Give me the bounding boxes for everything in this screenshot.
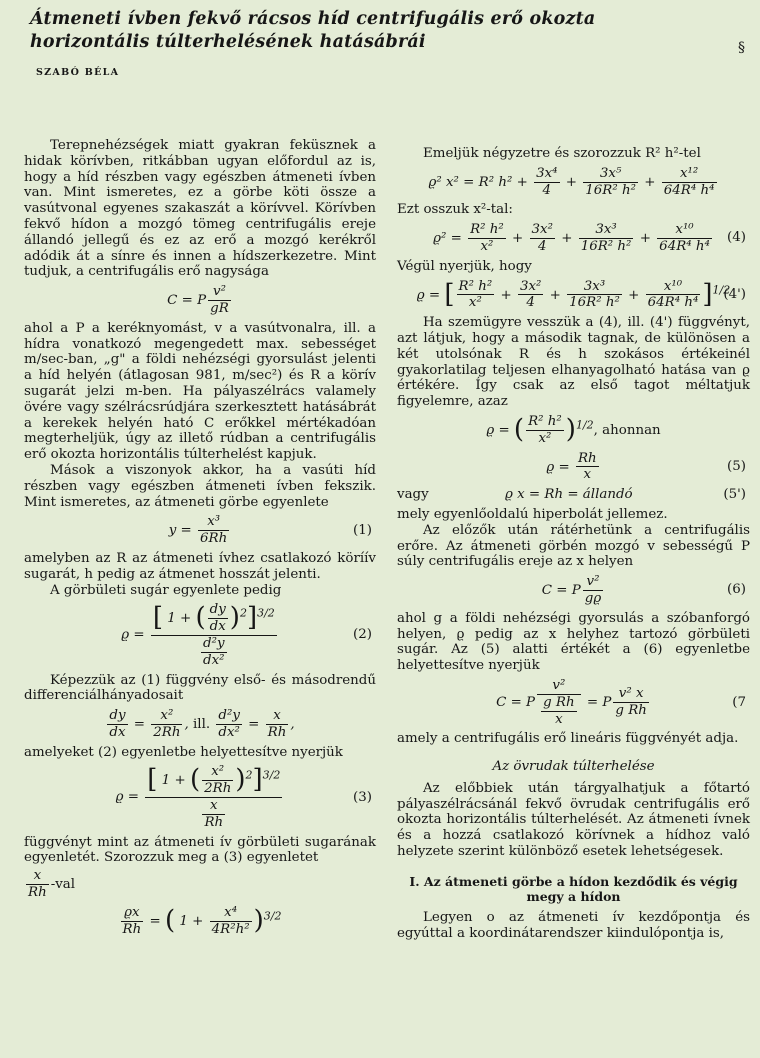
paragraph: Az előzők után rátérhetünk a centrifugális erőre. Az átmeneti görbén mozgó v sebességű P súly centrifugális ereje az x helyen [397,522,750,570]
paragraph: amely a centrifugális erő lineáris függvényét adja. [397,731,739,747]
ahonnan-label: , ahonnan [593,422,661,438]
equation-centrifugal: C = P $\frac{\text{v²}}{gR}$ [167,284,229,316]
val-label: -val [50,877,76,893]
equation-number: (7 [732,694,746,710]
section-heading: I. Az átmeneti görbe a hídon kezdődik és végig megy a hídon [409,873,738,904]
corner-mark: § [738,40,745,56]
equation-derivatives: $\frac{dy}{dx}$ = $\frac{\text{x²}}{2Rh}$ , ill. $\frac{\text{d²y}}{\text{dx²}}$ = $\frac{x}{Rh}$ , [109,708,295,740]
paragraph: ahol g a földi nehézségi gyorsulás a szóbanforgó helyen, ϱ pedig az x helyhez tartozó görbületi sugár. Az (5) alatti értékét a (6) egyenletbe helyettesítve nyerjük [397,610,750,674]
multiplier: $\frac{x}{Rh}$ -val [28,868,76,901]
paragraph: Mások a viszonyok akkor, ha a vasúti híd részben vagy egészben átmeneti ívben fekszik. Mint ismeretes, az átmeneti görbe egyenlete [24,462,376,510]
equation-4-prime: ϱ = [ $\frac{\text{R² h²}}{\text{x²}}$ + $\frac{\text{3x²}}{4}$ + $\frac{\text{3x³}}{\text{16R² h²}}$ + $\frac{\text{x¹⁰}}{\text{64R⁴ h⁴}}$ ]$^{1/2}$ (4') [416,278,746,311]
equation-4: ϱ² = $\frac{\text{R² h²}}{\text{x²}}$ + $\frac{\text{3x²}}{4}$ + $\frac{\text{3x³}}{\text{16R² h²}}$ + $\frac{\text{x¹⁰}}{\text{64R⁴ h⁴}}$ (4) [433,222,746,254]
ill-label: ill. [193,716,211,732]
section-title: Az övrudak túlterhelése [492,759,655,775]
equation-number: (3) [353,789,372,805]
equation-2: ϱ = [ 1 + ( $\frac{dy}{dx}$ )$^2$]$^{3/2}$ $\frac{\text{d²y}}{\text{dx²}}$ (2) [121,602,372,668]
paragraph: Ezt osszuk x²-tal: [397,202,513,218]
paragraph: ahol a P a keréknyomást, v a vasútvonalra, ill. a hídra vonatkozó megengedett max. sebességet m/sec-ban, „g" a földi nehézségi gyorsulást jelenti a híd helyén (átlagosan 981, m/sec²) és R a körív sugarát jelzi m-ben. Ha pályaszélrács valamely övére vagy szélrácsrúdjára szerkesztett hatásábrát a kerekek helyén ható C erőkkel mértékadóan megterheljük, úgy az illető rúdban a centrifugális erő okozta horizontális túlterhelést kapjuk. [24,320,376,463]
equation-number: (6) [727,582,746,598]
paragraph: Legyen o az átmeneti ív kezdőpontja és egyúttal a koordinátarendszer kiindulópontja is, [397,909,750,941]
equation-number: (2) [353,627,372,643]
equation-6: C = P $\frac{\text{v²}}{gϱ}$ (6) [541,574,746,606]
equation-number: (4) [727,230,746,246]
paragraph: Ha szemügyre vesszük a (4), ill. (4') függvényt, azt látjuk, hogy a második tagnak, de különösen a két utolsónak R és h szokásos értékeinél gyakorlatilag teljesen elhanyagolható hatása van ϱ értékére. Így csak az első tagot méltatjuk figyelemre, azaz [397,315,750,410]
paragraph: mely egyenlőoldalú hiperbolát jellemez. [397,506,668,522]
paragraph: Emeljük négyzetre és szorozzuk R² h²-tel [423,146,701,161]
right-column [397,146,750,941]
equation-number: (5) [727,458,746,474]
paragraph: Terepnehézségek miatt gyakran feküsznek a hidak körívben, ritkábban ugyan előfordul az is, hogy a híd részben vagy egészben átmeneti ívben van. Mint ismeretes, ez a görbe köti össze a vasútvonal egyenes szakaszát a körívvel. Körívben fekvő hídon a mozgó tömeg centrifugális ereje állandó jellegű és ez az erő a mozgó kerékről adódik át a sínre és innen a hídszerkezetre. Mint tudjuk, a centrifugális erő nagysága [24,138,376,280]
equation-product: $\frac{ϱx}{Rh}$ = ( 1 + $\frac{\text{x⁴}}{\text{4R²h²}}$ )$^{3/2}$ [122,904,282,937]
paragraph: A görbületi sugár egyenlete pedig [50,582,282,598]
equation-number: (4') [723,286,746,302]
equation-5-prime [397,487,750,503]
paragraph: függvényt mint az átmeneti ív görbületi sugarának egyenletét. Szorozzuk meg a (3) egyenletet [24,834,376,866]
equation-squared: ϱ² x² = R² h² + $\frac{\text{3x⁴}}{4}$ + $\frac{\text{3x⁵}}{\text{16R² h²}}$ + $\frac{\text{x¹²}}{\text{64R⁴ h⁴}}$ [428,165,715,198]
equation-3: ϱ = [ 1 + ( $\frac{\text{x²}}{2Rh}$ )$^2$]$^{3/2}$ $\frac{x}{Rh}$ (3) [115,764,372,830]
equation-5: ϱ = $\frac{Rh}{x}$ (5) [546,450,746,483]
paragraph: Az előbbiek után tárgyalhatjuk a főtartó pályaszélrácsánál fekvő övrudak centrifugális erő okozta horizontális túlterhelését. Az átmeneti ívnek és a hozzá csatlakozó körívnek a hídhoz való helyzete szerint különböző esetek lehetségesek. [397,780,750,860]
paragraph: amelyeket (2) egyenletbe helyettesítve nyerjük [24,744,343,760]
equation-5-prime-text: ϱ x = Rh = állandó [504,487,633,503]
left-column [24,138,376,941]
paragraph: Végül nyerjük, hogy [397,258,532,274]
equation-number: (5') [723,487,746,503]
author: SZABÓ BÉLA [36,67,120,78]
equation-7: C = P $\frac{\text{v²}}{\frac{\text{g Rh}}{x}}$ = P $\frac{\text{v² x}}{\text{g Rh}}$ (7 [496,677,746,727]
paragraph: Képezzük az (1) függvény első- és másodrendű differenciálhányadosait [24,672,376,704]
equation-approx: ϱ = ( $\frac{\text{R² h²}}{\text{x²}}$ )$^{1/2}$, ahonnan [486,413,661,446]
equation-number: (1) [353,522,372,538]
paragraph: amelyben az R az átmeneti ívhez csatlakozó köríív sugarát, h pedig az átmenet hosszát jelenti. [24,550,376,582]
equation-1: y = $\frac{\text{x³}}{6Rh}$ (1) [168,514,372,547]
article-title: Átmeneti ívben fekvő rácsos híd centrifugális erő okozta horizontális túlterhelésének hatásábrái [30,9,596,52]
vagy-label: vagy [397,487,429,503]
